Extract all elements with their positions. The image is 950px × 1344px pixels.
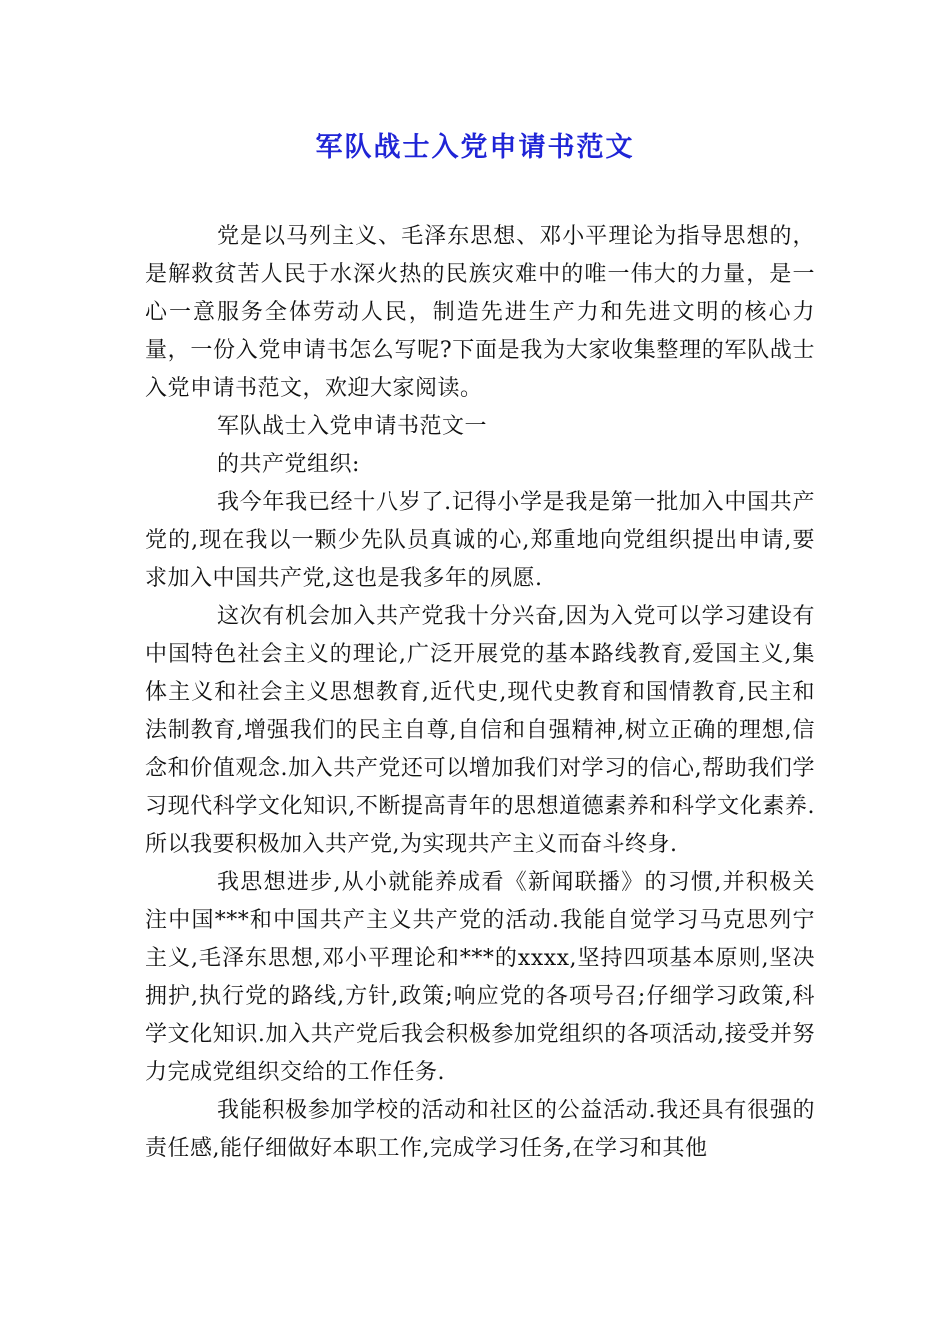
paragraph-body: 我今年我已经十八岁了.记得小学是我是第一批加入中国共产党的,现在我以一颗少先队员真诚的心,郑重地向党组织提出申请,要求加入中国共产党,这也是我多年的夙愿. [145,490,815,591]
paragraph-intro: 党是以马列主义、毛泽东思想、邓小平理论为指导思想的，是解救贫苦人民于水深火热的民族灾难中的唯一伟大的力量，是一心一意服务全体劳动人民，制造先进生产力和先进文明的核心力量，一份入党申请书怎么写呢?下面是我为大家收集整理的军队战士入党申请书范文，欢迎大家阅读。 [145,224,815,401]
paragraph-body: 这次有机会加入共产党我十分兴奋,因为入党可以学习建设有中国特色社会主义的理论,广泛开展党的基本路线教育,爱国主义,集体主义和社会主义思想教育,近代史,现代史教育和国情教育,民主和法制教育,增强我们的民主自尊,自信和自强精神,树立正确的理想,信念和价值观念.加入共产党还可以增加我们对学习的信心,帮助我们学习现代科学文化知识,不断提高青年的思想道德素养和科学文化素养.所以我要积极加入共产党,为实现共产主义而奋斗终身. [145,604,815,857]
document-title: 军队战士入党申请书范文 [315,132,635,163]
document-body [145,218,815,1168]
paragraph-salutation: 的共产党组织: [217,452,360,477]
paragraph-body: 我思想进步,从小就能养成看《新闻联播》的习惯,并积极关注中国***和中国共产主义共产党的活动.我能自觉学习马克思列宁主义,毛泽东思想,邓小平理论和***的xxxx,坚持四项基本原则,坚决拥护,执行党的路线,方针,政策;响应党的各项号召;仔细学习政策,科学文化知识.加入共产党后我会积极参加党组织的各项活动,接受并努力完成党组织交给的工作任务. [145,870,815,1085]
paragraph-subtitle: 军队战士入党申请书范文一 [217,414,488,439]
paragraph-body: 我能积极参加学校的活动和社区的公益活动.我还具有很强的责任感,能仔细做好本职工作,完成学习任务,在学习和其他 [145,1098,815,1161]
